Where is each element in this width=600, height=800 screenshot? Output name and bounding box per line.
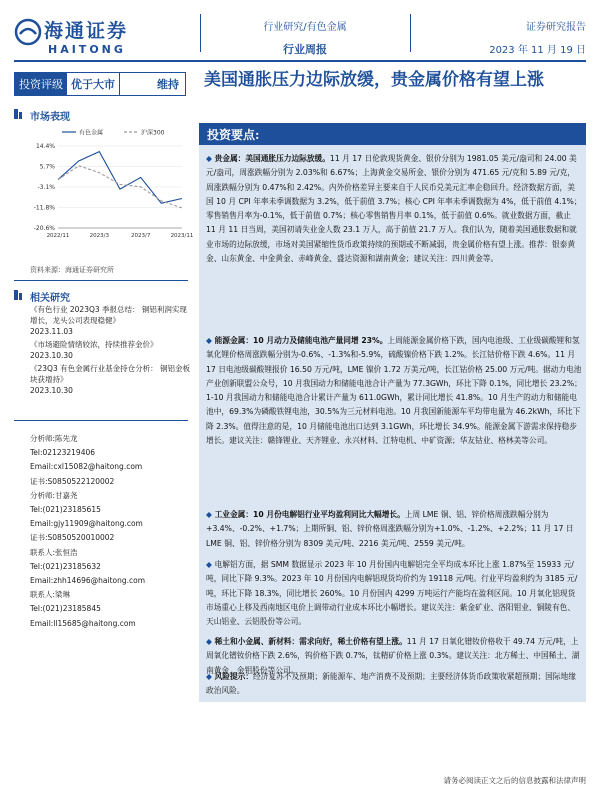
related-item-title: 《有色行业 2023Q3 季报总结： 铜铝利润实现增长，龙头公司表现稳健》 (30, 305, 187, 325)
analyst-email[interactable]: Email:zhh14696@haitong.com (30, 576, 146, 586)
analyst-line: 证书:S0850522120002 (30, 476, 115, 486)
rating-bar (14, 72, 186, 96)
series-line (58, 152, 182, 204)
related-item-title: 《市场避险情绪较浓，持续推荐金价》 (30, 340, 158, 349)
legal-footer: 请务必阅读正文之后的信息披露和法律声明 (443, 776, 586, 785)
x-tick-label: 2022/11 (46, 233, 70, 239)
chart-source: 资料来源：海通证券研究所 (30, 266, 114, 274)
bullet-icon: ◆ (206, 560, 215, 569)
analyst-line: Tel:(021)23185845 (30, 604, 101, 614)
x-tick-label: 2023/3 (89, 233, 110, 239)
key-point-text: 经济复苏不及预期；新能源车、地产消费不及预期；主要经济体货币政策收紧超预期；国际地缘政治风险。 (206, 672, 576, 696)
y-tick-label: 5.7% (39, 163, 55, 171)
related-item[interactable] (30, 339, 192, 361)
section-marker-icon (14, 289, 26, 301)
key-point-text: 上周 LME 铜、铝、锌价格周涨跌幅分别为+3.4%、-0.2%、+1.7%；上期所铜、铝、锌价格周涨跌幅分别为+1.0%、-1.2%、+2.2%；11 月 17 日 LME 铜、铝、锌价格分别为 8309 美元/吨、2216 美元/吨、2559 美元/吨。 (206, 510, 574, 548)
related-section-title: 相关研究 (30, 293, 70, 304)
bullet-icon: ◆ (206, 637, 215, 646)
market-chart (22, 124, 194, 244)
related-item-date: 2023.10.30 (30, 386, 73, 395)
key-point-text: 11 月 17 日伦敦现货黄金、银价分别为 1981.05 美元/盎司和 24.00 美元/盎司，周涨跌幅分别为 2.03%和 6.67%；上海黄金交易所金、银价分别为 471.65 元/克和 5.89 元/克，周涨跌幅分别为 0.47%和 2.42%。内外价格差异主要来自于人民币兑美元汇率企稳回升。经济数据方面，美国 10 月 CPI 年率未季调数据为 3.2%，低于前值 3.7%；核心 CPI 年率未季调数据为 4%，低于前值 4.1%；零售销售月率为-0.1%，低于前值 0.7%；核心零售销售月率 0.1%，低于前值 0.6%。就业数据方面，截止 11 月 11 日当周，美国初请失业金人数 23.1 万人，高于前值 21.7 万人。我们认为，随着美国通胀数据和就业市场的边际放缓，市场对美国紧缩性货币政策持续的预期或不断减弱，贵金属价格有望上涨。推荐：银泰黄金、山东黄金、中金黄金、赤峰黄金、盛达资源和湖南黄金；建议关注：四川黄金等。 (206, 154, 582, 264)
rating-value: 优于大市 (67, 73, 120, 95)
key-point-lead: 能源金属：10 月动力及储能电池产量同增 23%。 (214, 336, 388, 345)
key-point-text: 11 月 17 日氧化镨钕价格收于 49.74 万元/吨，上周氧化镨钕价格下跌 2.6%，钨价格下跌 0.7%，钛精矿价格上涨 0.3%。建议关注：北方稀土、中国稀土、湖南黄金、金钼股份等公司。 (206, 637, 580, 675)
logo-icon (14, 18, 42, 46)
key-point-text: 电解铝方面，据 SMM 数据显示 2023 年 10 月份国内电解铝完全平均成本环比上涨 1.87%至 15933 元/吨，同比下降 9.3%。2023 年 10 月份国内电解铝现货均价约为 19118 元/吨。行业平均盈利约为 3185 元/吨，环比下降 18.3%，同比增长 260%。10 月份国内 4299 万吨运行产能均在盈利区间。10 月氧化铝现货市场重心上移及西南地区电价上调带动行业成本环比小幅增长。建议关注：紫金矿业、洛阳钼业、铜陵有色、天山铝业、云铝股份等公司。 (206, 560, 578, 627)
related-research-list (30, 304, 192, 398)
related-item[interactable] (30, 363, 192, 396)
report-type: 行业周报 (283, 43, 327, 56)
key-point-lead: 贵金属：美国通胀压力边际放缓。 (214, 154, 330, 163)
x-tick-label: 2023/11 (170, 233, 194, 239)
analyst-email[interactable]: Email:cxl15082@haitong.com (30, 462, 143, 472)
page-title: 美国通胀压力边际放缓，贵金属价格有望上涨 (204, 70, 544, 90)
analyst-line: 证书:S0850520010002 (30, 533, 115, 543)
analyst-email[interactable]: Email:gjy11909@haitong.com (30, 519, 143, 529)
category-label: 行业研究/有色金属 (263, 22, 347, 33)
key-point-lead: 稀土和小金属、新材料：需求向好，稀土价格有望上涨。 (214, 637, 407, 646)
bullet-icon: ◆ (206, 336, 215, 345)
rating-status: 维持 (157, 78, 179, 91)
logo-name-en: HAITONG (48, 43, 126, 56)
key-point-lead: 工业金属：10 月份电解铝行业平均盈利同比大幅增长。 (214, 510, 405, 519)
key-point-paragraph (206, 334, 582, 448)
analyst-line: 分析师:甘嘉尧 (30, 490, 78, 500)
header-rule (14, 60, 586, 62)
header-right (489, 18, 586, 56)
rating-label: 投资评级 (15, 73, 67, 95)
doc-label: 证券研究报告 (526, 22, 586, 33)
related-item[interactable] (30, 304, 192, 337)
key-point-paragraph (206, 508, 582, 551)
left-divider (14, 280, 188, 281)
y-tick-label: -20.6% (33, 225, 55, 232)
key-point-paragraph (206, 670, 582, 699)
logo-name-cn: 海通证券 (44, 20, 129, 42)
analyst-line: 联系人:张恒浩 (30, 547, 78, 557)
analyst-contacts (30, 432, 190, 631)
legend-label: 沪深300 (141, 129, 165, 137)
x-tick-label: 2023/7 (130, 233, 151, 239)
analyst-line: Tel:(021)23185632 (30, 561, 101, 571)
y-tick-label: 14.4% (35, 143, 55, 150)
key-points-title: 投资要点: (207, 128, 260, 142)
bullet-icon: ◆ (206, 672, 215, 681)
key-point-paragraph (206, 152, 582, 266)
report-date: 2023 年 11 月 19 日 (489, 45, 586, 56)
y-tick-label: -3.1% (37, 184, 55, 191)
header-divider (410, 14, 411, 52)
haitong-logo (14, 14, 139, 62)
left-divider (14, 420, 188, 421)
header-category (200, 18, 410, 57)
y-tick-label: -11.8% (33, 204, 55, 212)
section-marker-icon (14, 108, 26, 120)
related-item-date: 2023.10.30 (30, 351, 73, 360)
related-item-date: 2023.11.03 (30, 327, 73, 336)
market-section-title: 市场表现 (30, 112, 70, 123)
bullet-icon: ◆ (206, 510, 215, 519)
analyst-line: 分析师:陈先龙 (30, 434, 78, 443)
analyst-line: 联系人:梁琳 (30, 590, 71, 600)
market-chart-svg (22, 124, 194, 244)
key-points-header (199, 123, 586, 145)
related-item-title: 《23Q3 有色金属行业基金持仓分析： 铜铝金板块获增持》 (30, 364, 190, 384)
key-point-text: 上周能源金属价格下跌，国内电池级、工业级碳酸锂和氢氧化锂价格周涨跌幅分别为-0.6%、-1.3%和-5.9%，硫酸镍价格下跌 1.2%。长江钴价格下跌 4.6%。11 月 17 日电池级碳酸锂报价 16.50 万元/吨，LME 镍价 1.72 万美元/吨，长江钴价格 25.00 万元/吨。据动力电池产业创新联盟公众号，10 月我国动力和储能电池合计产量为 77.3GWh，环比下降 0.1%，同比增长 23.2%；1-10 月我国动力和储能电池合计累计产量为 611.0GWh，累计同比增长 41.8%。10 月生产的动力和储能电池中，69.3%为磷酸铁锂电池，30.5%为三元材料电池。10 月我国新能源车平均带电量为 46.2kWh，环比下降 2.3%。值得注意的是，10 月储能电池出口达到 3.1GWh，环比增长 34.9%。能源金属下游需求保持稳步增长。建议关注：赣锋锂业、天齐锂业、永兴材料、江特电机、中矿资源；华友钴业、格林美等公司。 (206, 336, 582, 446)
key-point-lead: 风险提示： (214, 672, 254, 681)
analyst-line: Tel:(021)23185615 (30, 505, 101, 515)
bullet-icon: ◆ (206, 154, 215, 163)
analyst-line: Tel:02123219406 (30, 448, 96, 458)
key-point-paragraph (206, 558, 582, 629)
legend-label: 有色金属 (79, 129, 104, 137)
analyst-email[interactable]: Email:ll15685@haitong.com (30, 618, 136, 628)
